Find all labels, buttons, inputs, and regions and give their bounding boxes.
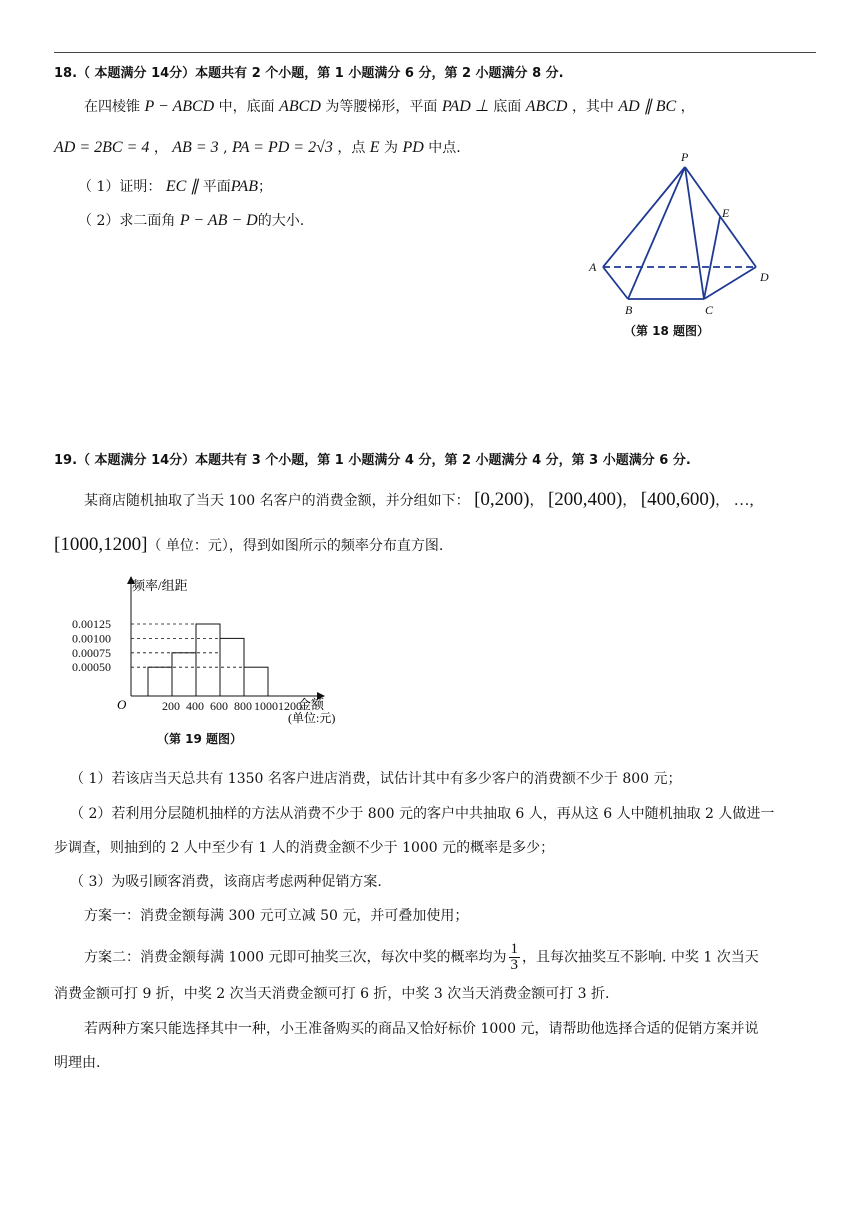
q19-final-line1: 若两种方案只能选择其中一种，小王准备购买的商品又恰好标价 1000 元，请帮助他选择合适的促销方案并说 bbox=[84, 1021, 759, 1037]
q18-text: ； bbox=[257, 179, 272, 195]
q18-text: ，其中 bbox=[571, 99, 614, 115]
q18-math: AB = 3 bbox=[172, 139, 219, 156]
q18-math: PD bbox=[402, 139, 424, 156]
q18-text: 中点. bbox=[428, 140, 461, 156]
q19-part1: （ 1）若该店当天总共有 1350 名客户进店消费，试估计其中有多少客户的消费额不少于 800 元； bbox=[70, 771, 682, 787]
edge-PB bbox=[628, 167, 685, 299]
interval: [0,200) bbox=[474, 489, 530, 510]
histogram-bar bbox=[244, 667, 268, 696]
q19-text: 方案二：消费金额每满 1000 元即可抽奖三次，每次中奖的概率均为 bbox=[84, 949, 507, 966]
q18-text: ，点 bbox=[337, 140, 366, 156]
q19-part2-line2: 步调查，则抽到的 2 人中至少有 1 人的消费金额不少于 1000 元的概率是多少； bbox=[54, 840, 555, 856]
edge-AB bbox=[603, 267, 628, 299]
q18-math: PAD ⊥ bbox=[441, 98, 489, 115]
q18-text: 为等腰梯形，平面 bbox=[325, 99, 438, 115]
q18-text: 为 bbox=[384, 140, 399, 156]
q18-part2 bbox=[78, 211, 304, 231]
q18-text: ， bbox=[153, 140, 168, 156]
label-D: D bbox=[760, 270, 769, 284]
histogram bbox=[70, 572, 370, 727]
fraction-one-third bbox=[509, 942, 521, 973]
interval: [1000,1200] bbox=[54, 534, 148, 555]
q18-math: PA = PD = 2√3 bbox=[231, 139, 333, 156]
q19-plan1: 方案一：消费金额每满 300 元可立减 50 元，并可叠加使用； bbox=[84, 908, 469, 924]
q19-text: 某商店随机抽取了当天 100 名客户的消费金额，并分组如下： bbox=[84, 493, 470, 509]
q19-plan2-line1 bbox=[84, 942, 759, 973]
q18-header: 18.（ 本题满分 14分）本题共有 2 个小题，第 1 小题满分 6 分，第 2 小题满分 8 分. bbox=[54, 66, 564, 81]
x-tick-label: 600 bbox=[210, 699, 228, 713]
q19-final-line2: 明理由. bbox=[54, 1055, 101, 1071]
x-tick-label: 1000 bbox=[254, 699, 278, 713]
q18-math: P − AB − D bbox=[179, 212, 258, 229]
q19-header: 19.（ 本题满分 14分）本题共有 3 个小题，第 1 小题满分 4 分，第 2 小题满分 4 分，第 3 小题满分 6 分. bbox=[54, 453, 691, 468]
q18-text: 的大小. bbox=[257, 213, 305, 229]
interval: [400,600) bbox=[640, 489, 716, 510]
y-tick-label: 0.00050 bbox=[72, 660, 111, 675]
q18-math: AD ∥ BC bbox=[618, 98, 677, 115]
q19-part2-line1: （ 2）若利用分层随机抽样的方法从消费不少于 800 元的客户中共抽取 6 人，再从这 6 人中随机抽取 2 人做进一 bbox=[70, 806, 775, 822]
q19-text: （ 单位：元），得到如图所示的频率分布直方图. bbox=[147, 538, 444, 554]
q18-p2-num: （ 2）求二面角 bbox=[78, 213, 176, 229]
q18-stem-line2 bbox=[54, 138, 461, 158]
q18-math: AD = 2BC = 4 bbox=[54, 139, 150, 156]
ellipsis: …, bbox=[733, 492, 754, 509]
edge-PA bbox=[603, 167, 685, 267]
y-axis-label: 频率/组距 bbox=[132, 578, 188, 593]
q19-stem-line1: 某商店随机抽取了当天 100 名客户的消费金额，并分组如下： [0,200)， [200,400)， [400,600)， …, bbox=[84, 489, 754, 510]
histogram-bar bbox=[148, 667, 172, 696]
fraction-denominator: 3 bbox=[510, 957, 519, 973]
q18-figure-caption: （第 18 题图） bbox=[624, 324, 710, 338]
q18-stem-line1 bbox=[84, 97, 695, 117]
q19-stem-line2 bbox=[54, 535, 443, 556]
q18-text: 在四棱锥 bbox=[84, 99, 140, 115]
q19-text: ，且每次抽奖互不影响. 中奖 1 次当天 bbox=[522, 949, 759, 966]
pyramid-figure bbox=[580, 146, 780, 316]
histogram-bar bbox=[196, 624, 220, 696]
q19-figure-caption: （第 19 题图） bbox=[157, 732, 243, 746]
q18-text: , bbox=[223, 140, 228, 156]
edge-CD bbox=[704, 267, 756, 299]
label-E: E bbox=[722, 206, 730, 220]
x-tick-label: 200 bbox=[162, 699, 180, 713]
label-A: A bbox=[589, 260, 597, 274]
q18-math: PAB bbox=[230, 178, 258, 195]
edge-PC bbox=[685, 167, 704, 299]
q18-p1-num: （ 1）证明： bbox=[78, 179, 162, 195]
x-axis-label: 金额 bbox=[298, 697, 325, 712]
q18-math: ABCD bbox=[279, 98, 321, 115]
edge-PD bbox=[685, 167, 756, 267]
interval: [200,400) bbox=[547, 489, 623, 510]
x-axis-unit: (单位:元) bbox=[288, 711, 336, 725]
x-tick-label: 400 bbox=[186, 699, 204, 713]
origin-label: O bbox=[117, 697, 127, 712]
edge-EC bbox=[704, 217, 720, 299]
q18-math: ABCD bbox=[525, 98, 568, 115]
top-rule bbox=[54, 52, 816, 53]
histogram-bar bbox=[172, 653, 196, 696]
y-tick-label: 0.00100 bbox=[72, 631, 111, 646]
label-B: B bbox=[625, 303, 633, 316]
x-tick-label: 1200 bbox=[278, 699, 302, 713]
label-P: P bbox=[681, 150, 689, 164]
y-tick-label: 0.00075 bbox=[72, 645, 111, 660]
q19-plan2-line2: 消费金额可打 9 折，中奖 2 次当天消费金额可打 6 折，中奖 3 次当天消费金额可打 3 折. bbox=[54, 986, 610, 1002]
q18-text: ， bbox=[680, 99, 695, 115]
q18-text: 平面 bbox=[202, 179, 231, 195]
y-tick-label: 0.00125 bbox=[72, 617, 111, 631]
q18-part1 bbox=[78, 177, 272, 197]
q19-part3: （ 3）为吸引顾客消费，该商店考虑两种促销方案. bbox=[70, 874, 382, 890]
label-C: C bbox=[705, 303, 714, 316]
q18-math: P − ABCD bbox=[144, 98, 215, 115]
q18-math: E bbox=[369, 139, 380, 156]
fraction-numerator: 1 bbox=[510, 941, 519, 957]
q18-text: 中，底面 bbox=[218, 99, 275, 115]
q18-text: 底面 bbox=[493, 99, 522, 115]
q18-math: EC ∥ bbox=[165, 178, 199, 195]
x-tick-label: 800 bbox=[234, 699, 252, 713]
